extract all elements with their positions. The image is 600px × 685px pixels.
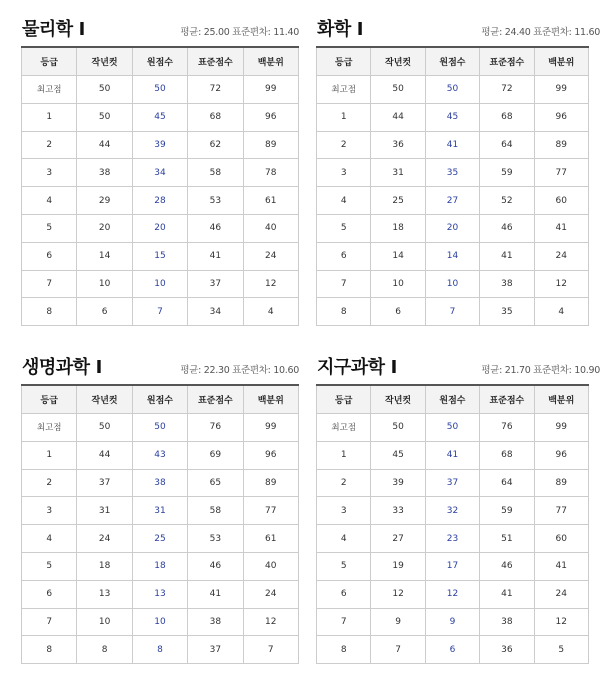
cell-raw-score: 20 bbox=[132, 214, 187, 242]
cell-raw-score: 50 bbox=[425, 414, 479, 442]
cell-raw-score: 41 bbox=[425, 131, 479, 159]
cell-grade: 3 bbox=[317, 497, 371, 525]
table-row bbox=[317, 103, 589, 131]
cell-percentile: 99 bbox=[534, 76, 588, 104]
cell-last-year-cut: 36 bbox=[371, 131, 425, 159]
cell-grade: 2 bbox=[317, 469, 371, 497]
cell-last-year-cut: 13 bbox=[77, 580, 132, 608]
cell-last-year-cut: 10 bbox=[77, 608, 132, 636]
cell-last-year-cut: 31 bbox=[371, 159, 425, 187]
cell-standard-score: 46 bbox=[480, 552, 534, 580]
cell-raw-score: 34 bbox=[132, 159, 187, 187]
cell-raw-score: 38 bbox=[132, 469, 187, 497]
cell-grade: 1 bbox=[317, 441, 371, 469]
cell-last-year-cut: 44 bbox=[77, 441, 132, 469]
cell-raw-score: 50 bbox=[132, 414, 187, 442]
col-header-percentile: 백분위 bbox=[243, 385, 298, 414]
col-header-last-year-cut: 작년컷 bbox=[371, 47, 425, 76]
cell-last-year-cut: 19 bbox=[371, 552, 425, 580]
table-row bbox=[317, 414, 589, 442]
table-row bbox=[22, 159, 299, 187]
cell-percentile: 41 bbox=[534, 214, 588, 242]
table-body bbox=[22, 76, 299, 326]
cell-grade: 최고점 bbox=[317, 76, 371, 104]
cell-grade: 최고점 bbox=[317, 414, 371, 442]
cell-standard-score: 46 bbox=[188, 552, 243, 580]
cell-grade: 6 bbox=[317, 242, 371, 270]
cell-raw-score: 18 bbox=[132, 552, 187, 580]
cell-standard-score: 72 bbox=[188, 76, 243, 104]
cell-standard-score: 58 bbox=[188, 497, 243, 525]
table-row bbox=[22, 469, 299, 497]
cell-last-year-cut: 20 bbox=[77, 214, 132, 242]
cell-last-year-cut: 14 bbox=[77, 242, 132, 270]
table-row bbox=[22, 414, 299, 442]
table-row bbox=[22, 497, 299, 525]
cell-raw-score: 50 bbox=[425, 76, 479, 104]
table-row bbox=[317, 525, 589, 553]
col-header-grade: 등급 bbox=[317, 385, 371, 414]
cell-grade: 8 bbox=[22, 636, 77, 664]
cell-percentile: 7 bbox=[243, 636, 298, 664]
cell-raw-score: 15 bbox=[132, 242, 187, 270]
panel-title bbox=[317, 353, 397, 379]
cell-standard-score: 68 bbox=[480, 441, 534, 469]
table-row bbox=[22, 552, 299, 580]
cell-standard-score: 62 bbox=[188, 131, 243, 159]
table-header-row bbox=[317, 385, 589, 414]
table-row bbox=[22, 298, 299, 326]
col-header-raw-score: 원점수 bbox=[425, 385, 479, 414]
cell-percentile: 41 bbox=[534, 552, 588, 580]
cell-standard-score: 58 bbox=[188, 159, 243, 187]
cell-percentile: 77 bbox=[243, 497, 298, 525]
cell-percentile: 96 bbox=[243, 441, 298, 469]
grade-table bbox=[316, 384, 589, 664]
cell-standard-score: 41 bbox=[188, 242, 243, 270]
cell-standard-score: 72 bbox=[480, 76, 534, 104]
cell-percentile: 40 bbox=[243, 214, 298, 242]
table-body bbox=[317, 76, 589, 326]
panel-stats: 평균: 24.40 표준편차: 11.60 bbox=[481, 27, 600, 38]
cell-standard-score: 52 bbox=[480, 187, 534, 215]
panel-physics bbox=[21, 0, 299, 326]
cell-grade: 2 bbox=[317, 131, 371, 159]
cell-raw-score: 25 bbox=[132, 525, 187, 553]
cell-percentile: 61 bbox=[243, 187, 298, 215]
cell-last-year-cut: 6 bbox=[371, 298, 425, 326]
cell-standard-score: 59 bbox=[480, 159, 534, 187]
cell-last-year-cut: 50 bbox=[77, 103, 132, 131]
cell-grade: 1 bbox=[22, 441, 77, 469]
cell-grade: 3 bbox=[317, 159, 371, 187]
cell-percentile: 61 bbox=[243, 525, 298, 553]
cell-standard-score: 68 bbox=[480, 103, 534, 131]
subject-name: 화학 bbox=[317, 19, 351, 40]
table-row bbox=[317, 270, 589, 298]
cell-grade: 5 bbox=[317, 552, 371, 580]
panel-title bbox=[22, 15, 85, 41]
table-row bbox=[317, 441, 589, 469]
cell-last-year-cut: 31 bbox=[77, 497, 132, 525]
panel-header bbox=[21, 338, 299, 384]
table-row bbox=[22, 525, 299, 553]
cell-standard-score: 37 bbox=[188, 636, 243, 664]
cell-last-year-cut: 39 bbox=[371, 469, 425, 497]
cell-standard-score: 76 bbox=[480, 414, 534, 442]
table-row bbox=[317, 187, 589, 215]
cell-raw-score: 8 bbox=[132, 636, 187, 664]
panel-title bbox=[22, 353, 102, 379]
cell-last-year-cut: 50 bbox=[77, 414, 132, 442]
panel-earth-science bbox=[311, 338, 600, 664]
cell-last-year-cut: 18 bbox=[371, 214, 425, 242]
panel-header bbox=[311, 0, 600, 46]
table-row bbox=[22, 187, 299, 215]
subject-level: I bbox=[78, 19, 85, 40]
cell-last-year-cut: 33 bbox=[371, 497, 425, 525]
col-header-grade: 등급 bbox=[317, 47, 371, 76]
table-row bbox=[317, 580, 589, 608]
table-row bbox=[317, 608, 589, 636]
col-header-last-year-cut: 작년컷 bbox=[77, 47, 132, 76]
cell-raw-score: 50 bbox=[132, 76, 187, 104]
cell-percentile: 89 bbox=[243, 131, 298, 159]
cell-last-year-cut: 10 bbox=[77, 270, 132, 298]
cell-last-year-cut: 8 bbox=[77, 636, 132, 664]
cell-last-year-cut: 45 bbox=[371, 441, 425, 469]
table-row bbox=[22, 608, 299, 636]
cell-percentile: 89 bbox=[534, 469, 588, 497]
cell-raw-score: 17 bbox=[425, 552, 479, 580]
table-row bbox=[317, 552, 589, 580]
cell-standard-score: 37 bbox=[188, 270, 243, 298]
cell-standard-score: 46 bbox=[188, 214, 243, 242]
subject-name: 지구과학 bbox=[317, 357, 385, 378]
table-row bbox=[317, 242, 589, 270]
cell-percentile: 4 bbox=[243, 298, 298, 326]
cell-last-year-cut: 7 bbox=[371, 636, 425, 664]
subject-name: 생명과학 bbox=[22, 357, 90, 378]
cell-last-year-cut: 24 bbox=[77, 525, 132, 553]
cell-percentile: 4 bbox=[534, 298, 588, 326]
panel-stats: 평균: 25.00 표준편차: 11.40 bbox=[180, 27, 299, 38]
cell-percentile: 12 bbox=[534, 608, 588, 636]
col-header-standard-score: 표준점수 bbox=[188, 47, 243, 76]
subject-level: I bbox=[95, 357, 102, 378]
cell-standard-score: 69 bbox=[188, 441, 243, 469]
subject-level: I bbox=[390, 357, 397, 378]
cell-standard-score: 76 bbox=[188, 414, 243, 442]
col-header-standard-score: 표준점수 bbox=[188, 385, 243, 414]
cell-raw-score: 45 bbox=[425, 103, 479, 131]
cell-last-year-cut: 50 bbox=[371, 414, 425, 442]
table-row bbox=[22, 214, 299, 242]
cell-raw-score: 43 bbox=[132, 441, 187, 469]
col-header-raw-score: 원점수 bbox=[425, 47, 479, 76]
cell-raw-score: 39 bbox=[132, 131, 187, 159]
table-body bbox=[22, 414, 299, 664]
cell-raw-score: 7 bbox=[132, 298, 187, 326]
cell-standard-score: 41 bbox=[480, 242, 534, 270]
cell-raw-score: 37 bbox=[425, 469, 479, 497]
table-row bbox=[22, 441, 299, 469]
cell-raw-score: 35 bbox=[425, 159, 479, 187]
cell-grade: 최고점 bbox=[22, 76, 77, 104]
cell-percentile: 12 bbox=[243, 608, 298, 636]
cell-last-year-cut: 29 bbox=[77, 187, 132, 215]
cell-grade: 6 bbox=[317, 580, 371, 608]
col-header-grade: 등급 bbox=[22, 47, 77, 76]
table-header-row bbox=[22, 47, 299, 76]
table-row bbox=[22, 103, 299, 131]
cell-raw-score: 28 bbox=[132, 187, 187, 215]
table-row bbox=[22, 270, 299, 298]
cell-grade: 3 bbox=[22, 497, 77, 525]
cell-last-year-cut: 50 bbox=[371, 76, 425, 104]
table-row bbox=[22, 580, 299, 608]
cell-standard-score: 65 bbox=[188, 469, 243, 497]
cell-raw-score: 31 bbox=[132, 497, 187, 525]
cell-grade: 1 bbox=[317, 103, 371, 131]
cell-percentile: 77 bbox=[534, 497, 588, 525]
cell-raw-score: 13 bbox=[132, 580, 187, 608]
cell-last-year-cut: 44 bbox=[77, 131, 132, 159]
cell-percentile: 24 bbox=[243, 242, 298, 270]
cell-percentile: 5 bbox=[534, 636, 588, 664]
cell-standard-score: 53 bbox=[188, 525, 243, 553]
table-row bbox=[317, 214, 589, 242]
cell-grade: 6 bbox=[22, 580, 77, 608]
cell-raw-score: 7 bbox=[425, 298, 479, 326]
table-row bbox=[317, 469, 589, 497]
cell-grade: 4 bbox=[317, 187, 371, 215]
cell-raw-score: 23 bbox=[425, 525, 479, 553]
cell-standard-score: 59 bbox=[480, 497, 534, 525]
table-row bbox=[22, 636, 299, 664]
cell-grade: 7 bbox=[317, 270, 371, 298]
cell-percentile: 96 bbox=[243, 103, 298, 131]
cell-percentile: 78 bbox=[243, 159, 298, 187]
subject-level: I bbox=[356, 19, 363, 40]
cell-grade: 8 bbox=[317, 636, 371, 664]
subject-name: 물리학 bbox=[22, 19, 73, 40]
col-header-standard-score: 표준점수 bbox=[480, 47, 534, 76]
cell-last-year-cut: 10 bbox=[371, 270, 425, 298]
cell-grade: 최고점 bbox=[22, 414, 77, 442]
cell-standard-score: 64 bbox=[480, 131, 534, 159]
panel-header bbox=[311, 338, 600, 384]
cell-raw-score: 41 bbox=[425, 441, 479, 469]
cell-percentile: 89 bbox=[243, 469, 298, 497]
table-header-row bbox=[22, 385, 299, 414]
cell-standard-score: 64 bbox=[480, 469, 534, 497]
panel-stats: 평균: 22.30 표준편차: 10.60 bbox=[180, 365, 299, 376]
col-header-percentile: 백분위 bbox=[534, 385, 588, 414]
cell-last-year-cut: 38 bbox=[77, 159, 132, 187]
cell-standard-score: 38 bbox=[480, 608, 534, 636]
cell-grade: 3 bbox=[22, 159, 77, 187]
cell-grade: 7 bbox=[317, 608, 371, 636]
cell-percentile: 12 bbox=[534, 270, 588, 298]
panel-stats: 평균: 21.70 표준편차: 10.90 bbox=[481, 365, 600, 376]
cell-percentile: 40 bbox=[243, 552, 298, 580]
cell-raw-score: 20 bbox=[425, 214, 479, 242]
col-header-raw-score: 원점수 bbox=[132, 47, 187, 76]
cell-raw-score: 27 bbox=[425, 187, 479, 215]
cell-grade: 4 bbox=[22, 187, 77, 215]
cell-raw-score: 12 bbox=[425, 580, 479, 608]
cell-raw-score: 9 bbox=[425, 608, 479, 636]
cell-percentile: 96 bbox=[534, 441, 588, 469]
cell-percentile: 99 bbox=[243, 76, 298, 104]
cell-standard-score: 51 bbox=[480, 525, 534, 553]
cell-last-year-cut: 14 bbox=[371, 242, 425, 270]
grade-table bbox=[21, 384, 299, 664]
grade-table bbox=[316, 46, 589, 326]
cell-grade: 7 bbox=[22, 608, 77, 636]
cell-last-year-cut: 37 bbox=[77, 469, 132, 497]
cell-percentile: 99 bbox=[243, 414, 298, 442]
cell-percentile: 89 bbox=[534, 131, 588, 159]
cell-grade: 2 bbox=[22, 131, 77, 159]
col-header-grade: 등급 bbox=[22, 385, 77, 414]
cell-grade: 5 bbox=[317, 214, 371, 242]
cell-standard-score: 68 bbox=[188, 103, 243, 131]
cell-percentile: 12 bbox=[243, 270, 298, 298]
cell-percentile: 60 bbox=[534, 187, 588, 215]
table-row bbox=[317, 497, 589, 525]
table-row bbox=[317, 159, 589, 187]
table-row bbox=[317, 636, 589, 664]
cell-last-year-cut: 25 bbox=[371, 187, 425, 215]
cell-raw-score: 10 bbox=[132, 608, 187, 636]
cell-percentile: 96 bbox=[534, 103, 588, 131]
cell-grade: 8 bbox=[317, 298, 371, 326]
cell-raw-score: 32 bbox=[425, 497, 479, 525]
cell-standard-score: 53 bbox=[188, 187, 243, 215]
table-row bbox=[22, 131, 299, 159]
cell-grade: 5 bbox=[22, 214, 77, 242]
table-row bbox=[317, 298, 589, 326]
cell-raw-score: 10 bbox=[425, 270, 479, 298]
cell-standard-score: 34 bbox=[188, 298, 243, 326]
cell-percentile: 77 bbox=[534, 159, 588, 187]
table-row bbox=[317, 131, 589, 159]
cell-last-year-cut: 6 bbox=[77, 298, 132, 326]
cell-last-year-cut: 12 bbox=[371, 580, 425, 608]
cell-standard-score: 41 bbox=[188, 580, 243, 608]
cell-raw-score: 6 bbox=[425, 636, 479, 664]
cell-raw-score: 10 bbox=[132, 270, 187, 298]
col-header-percentile: 백분위 bbox=[534, 47, 588, 76]
cell-last-year-cut: 18 bbox=[77, 552, 132, 580]
cell-last-year-cut: 50 bbox=[77, 76, 132, 104]
cell-grade: 6 bbox=[22, 242, 77, 270]
table-row bbox=[317, 76, 589, 104]
cell-standard-score: 36 bbox=[480, 636, 534, 664]
table-row bbox=[22, 242, 299, 270]
table-body bbox=[317, 414, 589, 664]
cell-standard-score: 38 bbox=[480, 270, 534, 298]
panel-chemistry bbox=[311, 0, 600, 326]
panel-header bbox=[21, 0, 299, 46]
cell-standard-score: 35 bbox=[480, 298, 534, 326]
cell-grade: 4 bbox=[22, 525, 77, 553]
cell-raw-score: 45 bbox=[132, 103, 187, 131]
cell-percentile: 99 bbox=[534, 414, 588, 442]
cell-percentile: 24 bbox=[243, 580, 298, 608]
panel-life-science bbox=[21, 338, 299, 664]
col-header-raw-score: 원점수 bbox=[132, 385, 187, 414]
cell-last-year-cut: 27 bbox=[371, 525, 425, 553]
cell-standard-score: 41 bbox=[480, 580, 534, 608]
cell-last-year-cut: 44 bbox=[371, 103, 425, 131]
cell-percentile: 24 bbox=[534, 580, 588, 608]
cell-grade: 4 bbox=[317, 525, 371, 553]
cell-last-year-cut: 9 bbox=[371, 608, 425, 636]
cell-grade: 8 bbox=[22, 298, 77, 326]
col-header-last-year-cut: 작년컷 bbox=[77, 385, 132, 414]
table-row bbox=[22, 76, 299, 104]
cell-standard-score: 46 bbox=[480, 214, 534, 242]
table-header-row bbox=[317, 47, 589, 76]
cell-grade: 5 bbox=[22, 552, 77, 580]
cell-percentile: 60 bbox=[534, 525, 588, 553]
cell-raw-score: 14 bbox=[425, 242, 479, 270]
cell-grade: 2 bbox=[22, 469, 77, 497]
col-header-last-year-cut: 작년컷 bbox=[371, 385, 425, 414]
cell-standard-score: 38 bbox=[188, 608, 243, 636]
cell-grade: 7 bbox=[22, 270, 77, 298]
grade-table bbox=[21, 46, 299, 326]
col-header-standard-score: 표준점수 bbox=[480, 385, 534, 414]
cell-percentile: 24 bbox=[534, 242, 588, 270]
cell-grade: 1 bbox=[22, 103, 77, 131]
panel-title bbox=[317, 15, 363, 41]
col-header-percentile: 백분위 bbox=[243, 47, 298, 76]
